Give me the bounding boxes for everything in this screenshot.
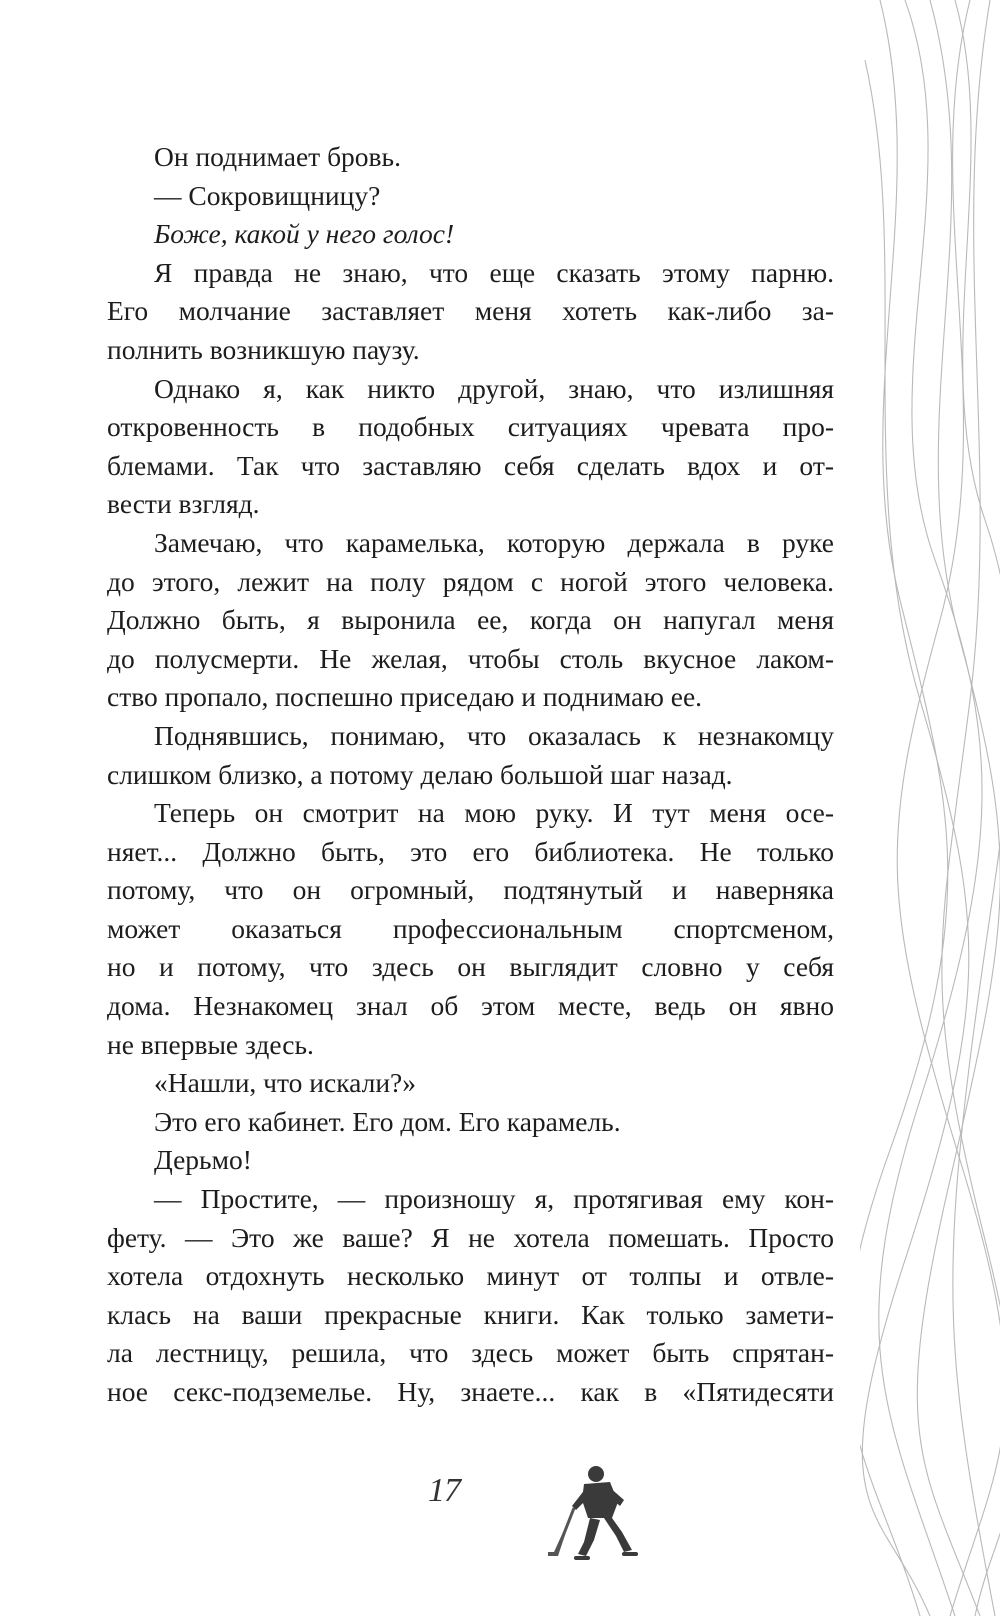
- text-line: ла лестницу, решила, что здесь может быть спрятан-: [107, 1337, 834, 1369]
- text-line: няет... Должно быть, это его библиотека. Не только: [107, 835, 834, 867]
- text-line: потому, что он огромный, подтянутый и наверняка: [107, 874, 834, 906]
- text-line: Я правда не знаю, что еще сказать этому парню.: [154, 256, 834, 288]
- text-line: Должно быть, я выронила ее, когда он напугал меня: [107, 604, 834, 636]
- text-line: Дерьмо!: [154, 1144, 252, 1176]
- text-line: Его молчание заставляет меня хотеть как-либо за-: [107, 295, 834, 327]
- text-line: не впервые здесь.: [107, 1028, 314, 1060]
- text-line: Это его кабинет. Его дом. Его карамель.: [154, 1105, 621, 1137]
- book-text: [107, 138, 834, 1412]
- text-line: хотела отдохнуть несколько минут от толпы и отвле-: [107, 1260, 834, 1292]
- text-line: Теперь он смотрит на мою руку. И тут меня осе-: [154, 797, 834, 829]
- text-line: откровенность в подобных ситуациях чревата про-: [107, 411, 834, 443]
- text-line: «Нашли, что искали?»: [154, 1067, 417, 1099]
- text-line: вести взгляд.: [107, 488, 260, 520]
- text-line: Поднявшись, понимаю, что оказалась к незнакомцу: [154, 719, 834, 751]
- hockey-player-icon: [548, 1460, 658, 1570]
- text-line: Боже, какой у него голос!: [154, 218, 455, 250]
- text-line: блемами. Так что заставляю себя сделать вдох и от-: [107, 449, 834, 481]
- text-line: до полусмерти. Не желая, чтобы столь вкусное лаком-: [107, 642, 834, 674]
- text-line: — Сокровищницу?: [154, 179, 381, 211]
- text-line: клась на ваши прекрасные книги. Как только замети-: [107, 1298, 834, 1330]
- text-line: дома. Незнакомец знал об этом месте, ведь он явно: [107, 990, 834, 1022]
- text-line: ство пропало, поспешно приседаю и поднимаю ее.: [107, 681, 703, 713]
- text-line: может оказаться профессиональным спортсменом,: [107, 912, 834, 944]
- text-line: — Простите, — произношу я, протягивая ему кон-: [154, 1183, 834, 1215]
- text-line: до этого, лежит на полу рядом с ногой этого человека.: [107, 565, 834, 597]
- text-line: слишком близко, а потому делаю большой шаг назад.: [107, 758, 733, 790]
- text-line: но и потому, что здесь он выглядит словно у себя: [107, 951, 834, 983]
- text-line: полнить возникшую паузу.: [107, 333, 420, 365]
- text-line: Он поднимает бровь.: [154, 141, 401, 172]
- decorative-curves: [860, 0, 1000, 1616]
- text-line: Однако я, как никто другой, знаю, что излишняя: [154, 372, 834, 404]
- text-line: Замечаю, что карамелька, которую держала в руке: [154, 526, 834, 558]
- page-number: 17: [428, 1472, 460, 1509]
- page-footer: [0, 1460, 1000, 1580]
- text-line: ное секс-подземелье. Ну, знаете... как в «Пятидесяти: [107, 1376, 834, 1407]
- text-line: фету. — Это же ваше? Я не хотела помешать. Просто: [107, 1221, 834, 1253]
